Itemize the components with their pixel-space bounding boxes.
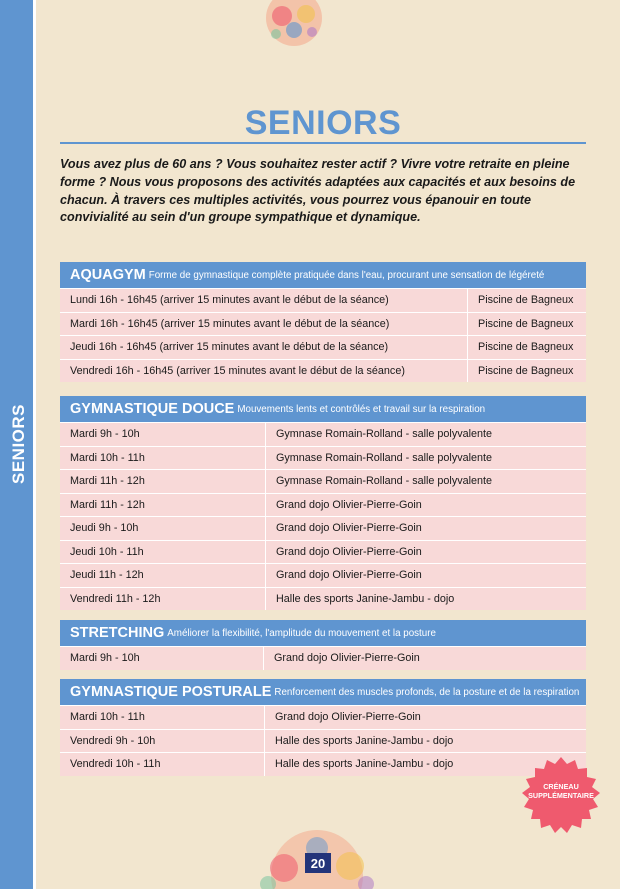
schedule-time: Jeudi 11h - 12h: [70, 569, 144, 582]
table-row: [60, 516, 586, 540]
schedule-time: Mardi 10h - 11h: [70, 711, 145, 724]
schedule-time: Vendredi 11h - 12h: [70, 592, 161, 605]
activity-gymnastique-posturale: [60, 679, 586, 776]
activity-header: [60, 262, 586, 288]
table-row: [60, 752, 586, 776]
schedule-time: Jeudi 10h - 11h: [70, 545, 144, 558]
schedule-time: Jeudi 16h - 16h45 (arriver 15 minutes avant le début de la séance): [70, 341, 389, 354]
activity-name: GYMNASTIQUE POSTURALE: [70, 684, 272, 700]
schedule-time: Mardi 16h - 16h45 (arriver 15 minutes avant le début de la séance): [70, 317, 390, 330]
schedule-time: Vendredi 9h - 10h: [70, 734, 156, 747]
table-row: [60, 493, 586, 517]
activity-description: Renforcement des muscles profonds, de la posture et de la respiration: [274, 686, 580, 698]
schedule-time: Mardi 9h - 10h: [70, 652, 140, 665]
schedule-place: Halle des sports Janine-Jambu - dojo: [264, 730, 586, 753]
schedule-time: Vendredi 10h - 11h: [70, 758, 161, 771]
schedule-place: Grand dojo Olivier-Pierre-Goin: [265, 494, 586, 517]
table-row: [60, 312, 586, 336]
side-section-label: SENIORS: [9, 403, 28, 485]
activity-name: AQUAGYM: [70, 267, 146, 283]
activity-aquagym: [60, 262, 586, 382]
intro-paragraph: Vous avez plus de 60 ans ? Vous souhaitez rester actif ? Vivre votre retraite en pleine forme ? Nous vous proposons des activités adaptées aux capacités et aux besoins de chacun. À travers ces multiples activités, vous pourrez vous épanouir en toute convivialité au sein d'un groupe sympathique et dynamique.: [60, 157, 576, 225]
schedule-time: Jeudi 9h - 10h: [70, 522, 139, 535]
table-row: [60, 422, 586, 446]
activity-header: [60, 396, 586, 422]
table-row: [60, 335, 586, 359]
schedule-time: Lundi 16h - 16h45 (arriver 15 minutes avant le début de la séance): [70, 294, 389, 307]
schedule-place: Piscine de Bagneux: [467, 360, 586, 383]
table-row: [60, 540, 586, 564]
schedule-place: Gymnase Romain-Rolland - salle polyvalente: [265, 447, 586, 470]
table-row: [60, 729, 586, 753]
activity-description: Mouvements lents et contrôlés et travail sur la respiration: [237, 403, 486, 415]
table-row: [60, 446, 586, 470]
table-row: [60, 705, 586, 729]
schedule-place: Grand dojo Olivier-Pierre-Goin: [263, 647, 586, 670]
title-divider: [60, 142, 586, 144]
activity-description: Améliorer la flexibilité, l'amplitude du mouvement et la posture: [167, 627, 436, 639]
activity-name: STRETCHING: [70, 625, 165, 641]
table-row: [60, 469, 586, 493]
table-row: [60, 646, 586, 670]
activity-name: GYMNASTIQUE DOUCE: [70, 401, 235, 417]
badge-label: CRÉNEAU SUPPLÉMENTAIRE: [528, 782, 594, 800]
schedule-time: Mardi 10h - 11h: [70, 451, 145, 464]
schedule-place: Halle des sports Janine-Jambu - dojo: [264, 753, 586, 776]
activity-description: Forme de gymnastique complète pratiquée dans l'eau, procurant une sensation de légéreté: [148, 269, 545, 281]
schedule-place: Grand dojo Olivier-Pierre-Goin: [265, 517, 586, 540]
schedule-time: Vendredi 16h - 16h45 (arriver 15 minutes avant le début de la séance): [70, 364, 405, 377]
activity-stretching: [60, 620, 586, 670]
activity-header: [60, 679, 586, 705]
page-number: 20: [305, 853, 331, 873]
table-row: [60, 563, 586, 587]
activity-header: [60, 620, 586, 646]
schedule-place: Grand dojo Olivier-Pierre-Goin: [265, 564, 586, 587]
table-row: [60, 288, 586, 312]
decorative-illustration-top: [262, 0, 326, 46]
schedule-time: Mardi 9h - 10h: [70, 428, 140, 441]
table-row: [60, 587, 586, 611]
page-title: SENIORS: [244, 104, 402, 142]
schedule-place: Piscine de Bagneux: [467, 313, 586, 336]
activity-gymnastique-douce: [60, 396, 586, 610]
schedule-place: Halle des sports Janine-Jambu - dojo: [265, 588, 586, 611]
schedule-time: Mardi 11h - 12h: [70, 498, 145, 511]
schedule-time: Mardi 11h - 12h: [70, 475, 145, 488]
schedule-place: Gymnase Romain-Rolland - salle polyvalente: [265, 423, 586, 446]
schedule-place: Piscine de Bagneux: [467, 336, 586, 359]
schedule-place: Piscine de Bagneux: [467, 289, 586, 312]
schedule-place: Grand dojo Olivier-Pierre-Goin: [264, 706, 586, 729]
schedule-place: Grand dojo Olivier-Pierre-Goin: [265, 541, 586, 564]
table-row: [60, 359, 586, 383]
schedule-place: Gymnase Romain-Rolland - salle polyvalente: [265, 470, 586, 493]
